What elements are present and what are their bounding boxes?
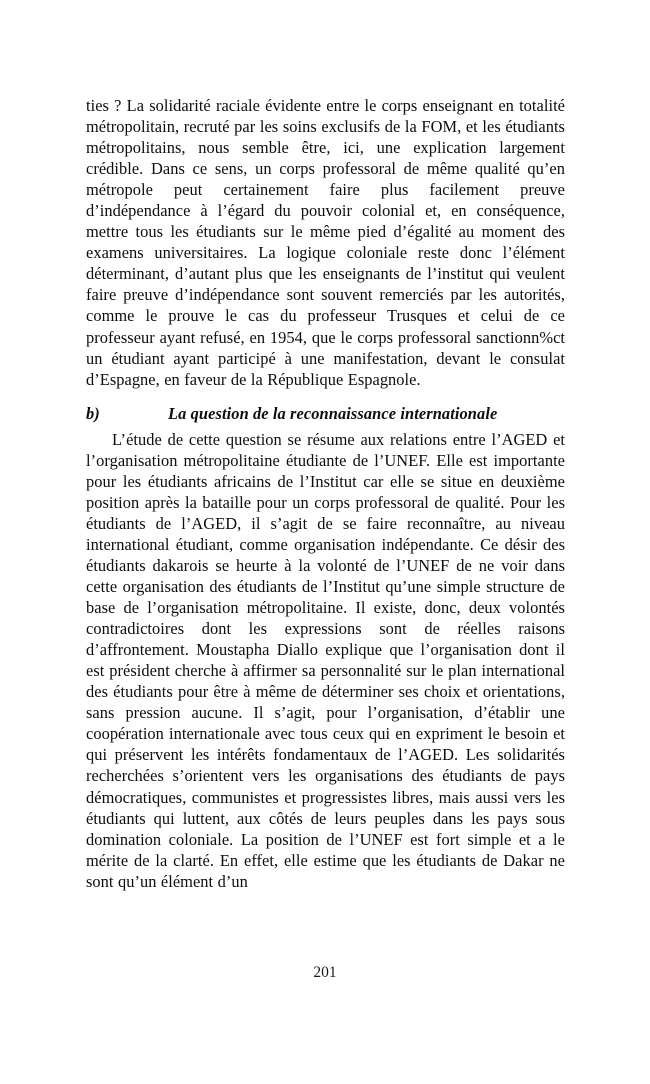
section-heading-b [86,390,565,429]
body-paragraph-1: ties ? La solidarité raciale évidente entre le corps enseignant en totalité métropolitain, recruté par les soins exclusifs de la FOM, et les étudiants métropolitains, nous semble être, ici, une explication largement crédible. Dans ce sens, un corps professoral de même qualité qu’en métropole peut certainement faire plus facilement preuve d’indépendance à l’égard du pouvoir colonial et, en conséquence, mettre tous les étudiants sur le même pied d’égalité au moment des examens universitaires. La logique coloniale reste donc l’élément déterminant, d’autant plus que les enseignants de l’institut qui veulent faire preuve d’indépendance sont souvent remerciés par les autorités, comme le prouve le cas du professeur Trusques et celui de ce professeur ayant refusé, en 1954, que le corps professoral sanctionn%ct un étudiant ayant participé à une manifestation, devant le consulat d’Espagne, en faveur de la République Espagnole. [86,96,565,389]
body-paragraph-2: L’étude de cette question se résume aux relations entre l’AGED et l’organisation métropolitaine étudiante de l’UNEF. Elle est importante pour les étudiants africains de l’Institut car elle se situe en deuxième position après la bataille pour un corps professoral de qualité. Pour les étudiants de l’AGED, il s’agit de se faire reconnaître, au niveau international étudiant, comme organisation indépendante. Ce désir des étudiants dakarois se heurte à la volonté de l’UNEF de ne voir dans cette organisation des étudiants de l’Institut qu’une simple structure de base de l’organisation métropolitaine. Il existe, donc, deux volontés contradictoires dont les expressions sont de réelles raisons d’affrontement. Moustapha Diallo explique que l’organisation dont il est président cherche à affirmer sa personnalité sur le plan international des étudiants pour être à même de déterminer ses choix et orientations, sans pression aucune. Il s’agit, pour l’organisation, d’établir une coopération internationale avec tous ceux qui en expriment le besoin et qui préservent les intérêts fondamentaux de l’AGED. Les solidarités recherchées s’orientent vers les organisations des étudiants de pays démocratiques, communistes et progressistes libres, mais aussi vers les étudiants qui luttent, aux côtés de leurs peuples dans les pays sous domination coloniale. La position de l’UNEF est fort simple et a le mérite de la clarté. En effet, elle estime que les étudiants de Dakar ne sont qu’un élément d’un [86,429,565,891]
section-marker: b) [86,403,100,423]
page-number: 201 [313,964,337,981]
section-title: La question de la reconnaissance internationale [168,403,498,423]
text-column [86,95,565,892]
